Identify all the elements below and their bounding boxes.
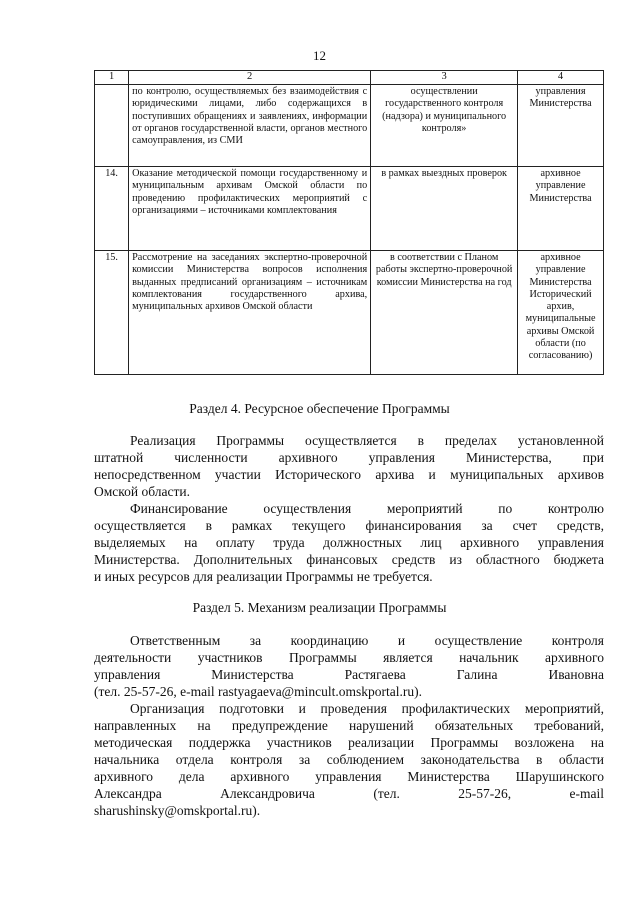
table-header-row (95, 71, 604, 85)
row-responsible: управления Министерства (518, 85, 604, 167)
section-5-title: Раздел 5. Механизм реализации Программы (192, 600, 447, 615)
row-number (95, 85, 129, 167)
text-line: Финансирование осуществления мероприятий по контролю (130, 501, 604, 516)
row-term: в соответствии с Планом работы экспертно-проверочной комиссии Министерства на год (371, 251, 518, 375)
row-term: в рамках выездных проверок (371, 167, 518, 251)
table-header-cell: 4 (518, 71, 604, 85)
text-line: методическая поддержка участников реализации Программы возложена на (94, 735, 604, 750)
text-line: Александра Александровича (тел. 25-57-26, e-mail (94, 786, 604, 801)
page-number: 12 (313, 48, 326, 63)
table-header-cell: 1 (95, 71, 129, 85)
table-row (95, 251, 604, 375)
section-4-paragraph-1 (94, 432, 604, 500)
text-line: начальника отдела контроля за соблюдением законодательства в области (94, 752, 604, 767)
table-header-cell: 3 (371, 71, 518, 85)
text-line: sharushinsky@omskportal.ru). (94, 803, 261, 818)
row-responsible: архивное управление Министерства Исторический архив, муниципальные архивы Омской области (по согласованию) (518, 251, 604, 375)
text-line: управления Министерства Растягаева Галина Ивановна (94, 667, 604, 682)
table-header-cell: 2 (129, 71, 371, 85)
table-row (95, 167, 604, 251)
text-line: осуществляется в рамках текущего финансирования за счет средств, (94, 518, 604, 533)
text-line: и иных ресурсов для реализации Программы не требуется. (94, 569, 433, 584)
text-line: Омской области. (94, 484, 191, 499)
text-line: Реализация Программы осуществляется в пределах установленной (130, 433, 604, 448)
row-responsible: архивное управление Министерства (518, 167, 604, 251)
row-description: по контролю, осуществляемых без взаимодействия с юридическими лицами, либо содержащихся в поступивших обращениях и заявлениях, информации от органов государственной власти, органов местного самоуправления, из СМИ (129, 85, 371, 167)
row-number: 15. (95, 251, 129, 375)
row-number: 14. (95, 167, 129, 251)
text-line: Министерства. Дополнительных финансовых средств из областного бюджета (94, 552, 604, 567)
text-line: направленных на предупреждение нарушений обязательных требований, (94, 718, 604, 733)
text-line: архивного дела архивного управления Министерства Шарушинского (94, 769, 604, 784)
row-term: осуществлении государственного контроля (надзора) и муниципального контроля» (371, 85, 518, 167)
program-table (94, 70, 604, 375)
text-line: штатной численности архивного управления Министерства, при (94, 450, 604, 465)
row-description: Оказание методической помощи государственному и муниципальным архивам Омской области по проведению профилактических мероприятий с организациями – источниками комплектования (129, 167, 371, 251)
table-row (95, 85, 604, 167)
text-line: Организация подготовки и проведения профилактических мероприятий, (130, 701, 604, 716)
text-line: непосредственном участии Исторического архива и муниципальных архивов (94, 467, 604, 482)
row-description: Рассмотрение на заседаниях экспертно-проверочной комиссии Министерства вопросов исполнения выданных предписаний организациям – источникам комплектования государственного архива, муниципальных архивов Омской области (129, 251, 371, 375)
text-line: Ответственным за координацию и осуществление контроля (130, 633, 604, 648)
text-line: деятельности участников Программы является начальник архивного (94, 650, 604, 665)
section-5-paragraph-2 (94, 700, 604, 819)
text-line: выделяемых на оплату труда должностных лиц архивного управления (94, 535, 604, 550)
section-4-title: Раздел 4. Ресурсное обеспечение Программы (189, 401, 450, 416)
text-line: (тел. 25-57-26, e-mail rastyagaeva@mincult.omskportal.ru). (94, 684, 422, 699)
section-4-paragraph-2 (94, 500, 604, 585)
section-5-paragraph-1 (94, 632, 604, 700)
